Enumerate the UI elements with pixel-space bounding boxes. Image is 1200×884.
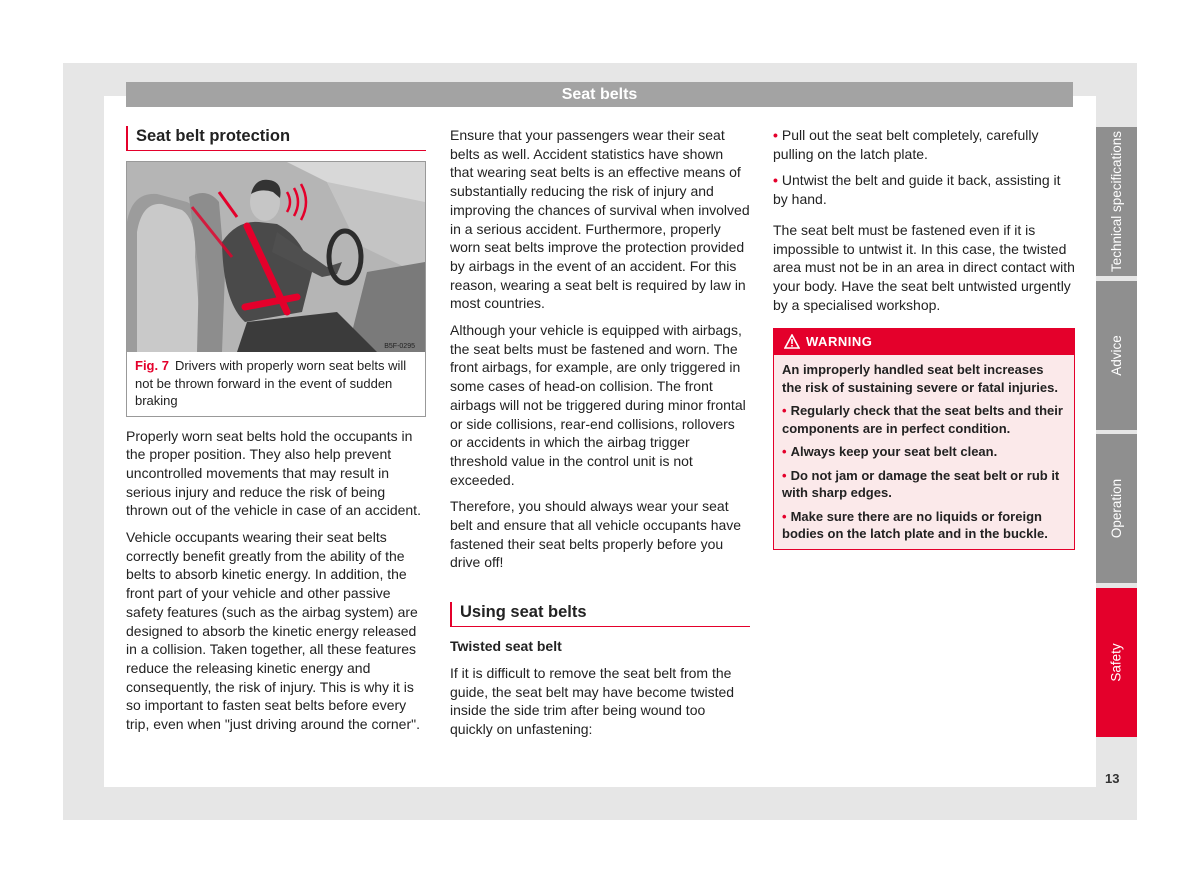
subheading-twisted: Twisted seat belt bbox=[450, 638, 562, 655]
warning-item bbox=[782, 467, 1066, 502]
bullet-icon: • bbox=[782, 467, 787, 483]
paragraph: Properly worn seat belts hold the occupants in the proper position. They also help prevent uncontrolled movements that may result in serious injury and reduce the risk of being thrown out of the vehicle in case of an accident. bbox=[126, 427, 421, 519]
warning-item-text: Make sure there are no liquids or foreign bodies on the latch plate and in the buckle. bbox=[782, 508, 1048, 542]
figure-label: Fig. 7 bbox=[135, 358, 169, 373]
warning-body bbox=[774, 355, 1074, 549]
column-3 bbox=[773, 126, 1075, 550]
driver-seatbelt-illustration bbox=[127, 162, 425, 352]
tab-label: Advice bbox=[1109, 335, 1124, 376]
warning-item-text: Regularly check that the seat belts and their components are in perfect condition. bbox=[782, 403, 1063, 436]
figure-7 bbox=[126, 161, 426, 417]
warning-intro: An improperly handled seat belt increases the risk of sustaining severe or fatal injuries. bbox=[782, 362, 1058, 395]
bullet-icon: • bbox=[773, 172, 778, 189]
bullet-icon: • bbox=[782, 444, 787, 460]
chapter-header: Seat belts bbox=[126, 82, 1073, 107]
figure-code: B5F-0295 bbox=[384, 343, 415, 350]
tab-operation[interactable] bbox=[1096, 434, 1137, 583]
section-heading-protection: Seat belt protection bbox=[126, 126, 426, 151]
section-heading-using: Using seat belts bbox=[450, 602, 750, 627]
warning-item-text: Do not jam or damage the seat belt or rub it with sharp edges. bbox=[782, 467, 1060, 501]
column-1 bbox=[126, 126, 426, 742]
paragraph: If it is difficult to remove the seat belt from the guide, the seat belt may have become twisted inside the side trim after being wound too quickly on unfastening: bbox=[450, 664, 735, 737]
figure-caption bbox=[127, 352, 425, 416]
tab-technical-specifications[interactable] bbox=[1096, 127, 1137, 276]
warning-header bbox=[774, 329, 1074, 355]
warning-item-text: Always keep your seat belt clean. bbox=[790, 444, 998, 460]
list-item-text: Untwist the belt and guide it back, assisting it by hand. bbox=[773, 172, 1061, 208]
tab-label: Operation bbox=[1109, 478, 1125, 539]
warning-triangle-icon bbox=[784, 334, 800, 349]
tab-label: Technical specifications bbox=[1109, 130, 1125, 273]
warning-title: WARNING bbox=[806, 334, 873, 350]
paragraph: Therefore, you should always wear your seat belt and ensure that all vehicle occupants have fastened their seat belts properly before you drive off! bbox=[450, 498, 742, 571]
warning-item bbox=[782, 443, 1066, 461]
paragraph: Ensure that your passengers wear their seat belts as well. Accident statistics have shown that wearing seat belts is an effective means of substantially reducing the risk of injury and improving the chances of survival when involved in a serious accident. Furthermore, properly worn seat belts improve the protection provided by airbags in the event of an accident. For this reason, wearing a seat belt is required by law in most countries. bbox=[450, 127, 750, 312]
warning-item bbox=[782, 402, 1066, 437]
bullet-icon: • bbox=[773, 127, 778, 143]
tab-safety[interactable] bbox=[1096, 588, 1137, 737]
column-2 bbox=[450, 126, 750, 747]
tab-advice[interactable] bbox=[1096, 281, 1137, 430]
list-item-text: Pull out the seat belt completely, carefully pulling on the latch plate. bbox=[773, 127, 1039, 162]
figure-caption-text: Drivers with properly worn seat belts will not be thrown forward in the event of sudden braking bbox=[135, 358, 407, 408]
warning-box bbox=[773, 328, 1075, 550]
tab-label: Safety bbox=[1109, 643, 1124, 682]
warning-item bbox=[782, 508, 1066, 543]
bullet-icon: • bbox=[782, 508, 787, 524]
paragraph: Vehicle occupants wearing their seat belts correctly benefit greatly from the ability of the belts to absorb kinetic energy. In addition, the front part of your vehicle and other passive safety features (such as the airbag system) are designed to absorb the kinetic energy released in a collision. Taken together, all these features reduce the releasing kinetic energy and consequently, the risk of injury. This is why it is so important to fasten seat belts before every trip, even when "just driving around the corner". bbox=[126, 529, 420, 733]
bullet-icon: • bbox=[782, 403, 787, 419]
paragraph: The seat belt must be fastened even if it is impossible to untwist it. In this case, the twisted area must not be in an area in direct contact with your body. Have the seat belt untwisted urgently by a specialised workshop. bbox=[773, 221, 1075, 313]
list-item bbox=[773, 171, 1075, 208]
list-item bbox=[773, 126, 1075, 163]
page-number: 13 bbox=[1105, 771, 1120, 786]
paragraph: Although your vehicle is equipped with airbags, the seat belts must be fastened and worn. The front airbags, for example, are only triggered in some cases of head-on collision. The front airbags will not be triggered during minor frontal or side collisions, rear-end collisions, rollovers or accidents in which the airbag trigger threshold value in the control unit is not exceeded. bbox=[450, 322, 746, 488]
